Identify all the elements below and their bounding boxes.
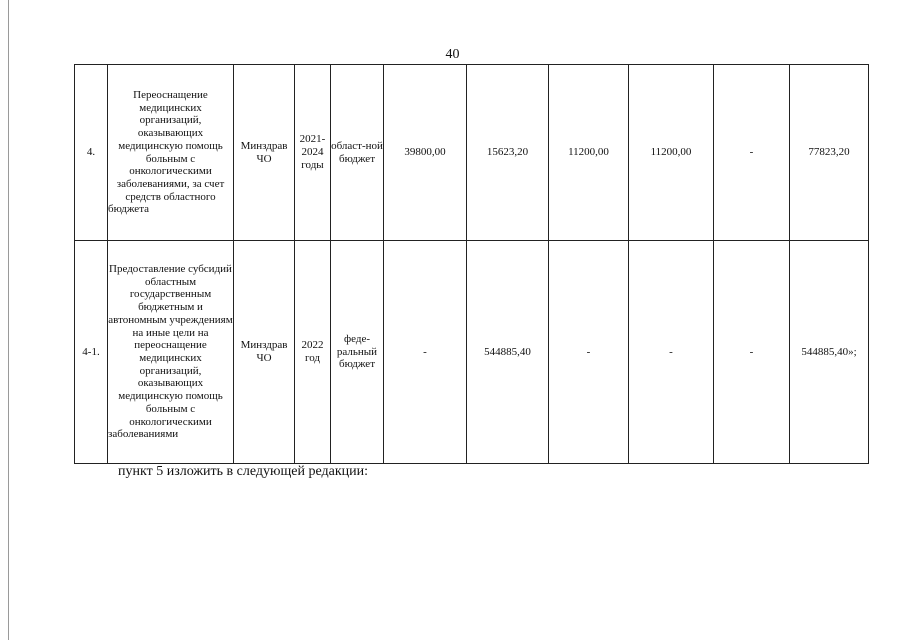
period-cell: 2022 год [295,241,331,464]
left-margin-rule [8,0,9,640]
funding-source-cell: феде-ральный бюджет [331,241,384,464]
funding-source-cell: област-ной бюджет [331,65,384,241]
amount-cell: 544885,40 [467,241,549,464]
total-cell: 77823,20 [790,65,869,241]
row-number: 4. [75,65,108,241]
amount-cell: - [629,241,714,464]
executor-cell: Минздрав ЧО [234,241,295,464]
amount-cell: - [384,241,467,464]
executor-cell: Минздрав ЧО [234,65,295,241]
page-number: 40 [445,47,460,62]
amount-cell: 11200,00 [629,65,714,241]
row-number: 4-1. [75,241,108,464]
measure-name: Переоснащение медицинских организаций, оказывающих медицинскую помощь больным с онкологическими заболеваниями, за счет средств областного бюджета [108,65,234,241]
amount-cell: 11200,00 [549,65,629,241]
amount-cell: - [714,65,790,241]
instruction-text: пункт 5 изложить в следующей редакции: [118,464,368,479]
amount-cell: 15623,20 [467,65,549,241]
period-cell: 2021-2024 годы [295,65,331,241]
table-row [75,65,869,241]
amount-cell: - [714,241,790,464]
program-table [74,64,869,464]
total-cell: 544885,40»; [790,241,869,464]
measure-name: Предоставление субсидий областным государственным бюджетным и автономным учреждениям на иные цели на переоснащение медицинских организаций, оказывающих медицинскую помощь больным с онкологическими заболеваниями [108,241,234,464]
amount-cell: 39800,00 [384,65,467,241]
amount-cell: - [549,241,629,464]
table-row [75,241,869,464]
